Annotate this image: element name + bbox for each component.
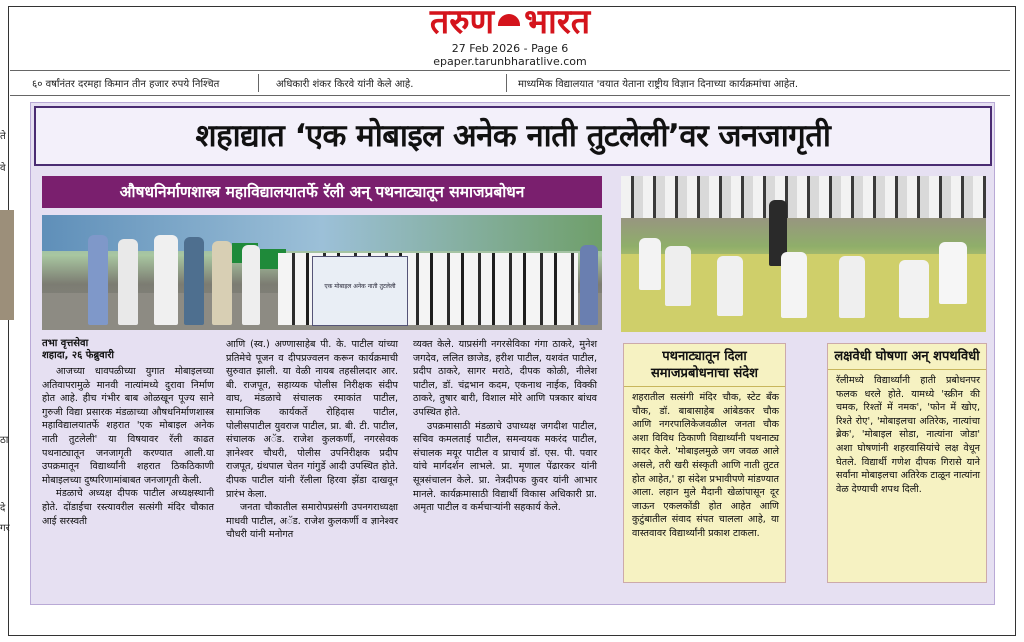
strip-text-right: माध्यमिक विद्यालयात 'वयात येताना राष्ट्रीय विज्ञान दिनाच्या कार्यक्रमांचा आहेत.	[518, 79, 799, 90]
box-title: पथनाट्यातून दिला समाजप्रबोधनाचा संदेश	[624, 344, 785, 387]
article-column-1	[42, 365, 214, 528]
edge-photo-fragment	[0, 210, 14, 320]
logo-left: तरुण	[429, 2, 495, 42]
article-paragraph: आजच्या धावपळीच्या युगात मोबाइलच्या अतिवापरामुळे मानवी नात्यांमध्ये दुरावा निर्माण होत आहे. हीच गंभीर बाब ओळखून पूज्य साने गुरुजी विद्या प्रसारक मंडळाच्या औषधनिर्माणशास्त्र महाविद्यालयातर्फे शहरात 'एक मोबाइल अनेक नाती तुटलेली' या विषयावर रॅली काढत पथनाट्यातून जनजागृती करण्यात आली.या उपक्रमातून विद्यार्थ्यांनी शहरात ठिकठिकाणी मोबाइलच्या दुष्परिणामांबाबत जनजागृती केली.	[42, 366, 214, 486]
article-paragraph: उपक्रमासाठी मंडळाचे उपाध्यक्ष जगदीश पाटील, सचिव कमलताई पाटील, समन्वयक मकरंद पाटील, संचालक मयूर पाटील व प्राचार्य डॉ. एस. पी. पवार यांचे मार्गदर्शन लाभले. प्रा. मृणाल पेंढारकर यांनी सूत्रसंचालन केले. प्रा. नेत्रदीपक कुवर यांनी आभार मानले. कार्यक्रमासाठी विद्यार्थी विकास अधिकारी प्रा. अमृता पाटील व कर्मचाऱ्यांनी सहकार्य केले.	[413, 420, 597, 514]
masthead	[400, 4, 620, 68]
byline-agency: तभा वृत्तसेवा	[42, 338, 89, 349]
audience-row	[621, 176, 986, 218]
performer-figure	[781, 252, 807, 318]
edge-fragment: वे	[0, 163, 6, 174]
person-figure	[88, 235, 108, 325]
person-figure	[184, 237, 204, 325]
article-column-2	[226, 338, 398, 542]
banner-text: एक मोबाइल अनेक नाती तुटलेली	[324, 283, 396, 290]
performer-figure	[899, 260, 929, 318]
story-subheadline: औषधनिर्माणशास्त्र महाविद्यालयातर्फे रॅली अन् पथनाट्यातून समाजप्रबोधन	[42, 176, 602, 208]
edge-fragment: ते	[0, 131, 6, 142]
dateline: 27 Feb 2026 - Page 6	[451, 42, 569, 55]
edge-fragment: दे	[0, 503, 6, 514]
box-body: शहरातील सत्संगी मंदिर चौक, स्टेट बँक चौक, डॉ. बाबासाहेब आंबेडकर चौक आणि नगरपालिकेजवळील जनता चौक अशा विविध ठिकाणी विद्यार्थ्यांनी पथनाट्य सादर केले. 'मोबाइलमुळे जग जवळ आले असले, तरी खरी संस्कृती आणि नाती तुटत होत आहेत,' हा संदेश प्रभावीपणे मांडण्यात आला. लहान मुले मैदानी खेळांपासून दूर जाऊन एकलकोंडी होत आहेत आणि कुटुंबातील संवाद संपत चालला आहे, या वास्तवावर विद्यार्थ्यांनी प्रकाश टाकला.	[632, 392, 779, 539]
byline-place-date: शहादा, २६ फेब्रुवारी	[42, 350, 115, 361]
person-figure	[118, 239, 138, 325]
performer-figure	[639, 238, 661, 290]
box-title: लक्षवेधी घोषणा अन् शपथविधी	[828, 344, 986, 370]
street-play-photo	[621, 176, 986, 332]
strip-text-left: ६० वर्षांनंतर दरमहा किमान तीन हजार रुपये निश्चित	[32, 79, 220, 90]
box-body: रॅलीमध्ये विद्यार्थ्यांनी हाती प्रबोधनपर फलक धरले होते. यामध्ये 'स्क्रीन की चमक, रिश्तों में नमक', 'फोन में खोए, रिश्ते रोए', 'मोबाइलचा अतिरेक, नात्यांचा ब्रेक', 'मोबाइल सोडा, नात्यांना जोडा' अशा घोषणांनी शहरवासियांचे लक्ष वेधून घेतले. विद्यार्थी गणेश दीपक गिरासे याने सर्वांना मोबाइलचा अतिरेक टाळून नात्यांना वेळ देण्याची शपथ दिली.	[836, 375, 980, 495]
rally-banner	[312, 256, 408, 326]
newspaper-logo	[400, 4, 620, 40]
sidebar-box-street-play	[623, 343, 786, 583]
article-paragraph: मंडळाचे अध्यक्ष दीपक पाटील अध्यक्षस्थानी होते. दोंडाईचा रस्त्यावरील सत्संगी मंदिर चौकात आई सरस्वती	[42, 488, 214, 527]
performer-figure	[839, 256, 865, 318]
performer-figure	[939, 242, 967, 304]
epaper-url: epaper.tarunbharatlive.com	[433, 55, 587, 68]
person-figure	[580, 245, 598, 325]
person-figure	[242, 245, 260, 325]
article-paragraph: व्यक्त केले. याप्रसंगी नगरसेविका गंगा ठाकरे, मुनेश जगदेव, ललित छाजेड, हरीश पाटील, यशवंत पाटील, प्रदीप ठाकरे, सागर मराठे, दीपक कोळी, नीलेश पाटील, डॉ. चंद्रभान कदम, एकनाथ नाईक, विक्की ठाकरे, तुषार बारी, विशाल मोरे आणि पत्रकार बांधव उपस्थित होते.	[413, 339, 597, 418]
article-paragraph: जनता चौकातील समारोपप्रसंगी उपनगराध्यक्षा माधवी पाटील, अॅड. राजेश कुलकर्णी व ज्ञानेश्वर चौधरी यांनी मनोगत	[226, 502, 398, 541]
byline	[42, 338, 114, 362]
article-paragraph: आणि (स्व.) अण्णासाहेब पी. के. पाटील यांच्या प्रतिमेचे पूजन व दीपप्रज्वलन करून कार्यक्रमाची सुरुवात झाली. या वेळी नायब तहसीलदार आर. बी. राजपूत, सहाय्यक पोलीस निरीक्षक संदीप वाघ, मंडळाचे संचालक रमाकांत पाटील, सामाजिक कार्यकर्ते रोहिदास पाटील, पोलीसपाटील युवराज पाटील, प्रा. बी. टी. पाटील, संचालक अॅड. राजेश कुलकर्णी, नगरसेवक ज्ञानेश्वर चौधरी, पोलीस उपनिरीक्षक प्रदीप राजपूत, ग्रंथपाल चेतन गांगुर्डे आदी उपस्थित होते. दीपक पाटील यांनी रॅलीला हिरवा झेंडा दाखवून प्रारंभ केला.	[226, 339, 398, 500]
article-column-3	[413, 338, 597, 515]
performer-figure	[665, 246, 691, 306]
performer-figure	[717, 256, 743, 316]
sidebar-box-slogans	[827, 343, 987, 583]
strip-text-middle: अधिकारी शंकर किरवे यांनी केले आहे.	[276, 79, 414, 90]
logo-right: भारत	[524, 2, 591, 42]
strip-bottom-rule	[10, 95, 1010, 96]
person-figure	[212, 241, 232, 325]
strip-top-rule	[10, 70, 1010, 71]
strip-divider	[258, 74, 259, 92]
person-figure	[154, 235, 178, 325]
story-headline: शहाद्यात ‘एक मोबाइल अनेक नाती तुटलेली’वर जनजागृती	[34, 106, 992, 166]
sun-icon	[498, 14, 520, 26]
strip-divider	[506, 74, 507, 92]
edge-fragment: ठा	[0, 435, 9, 446]
edge-fragment: गर	[0, 523, 10, 534]
